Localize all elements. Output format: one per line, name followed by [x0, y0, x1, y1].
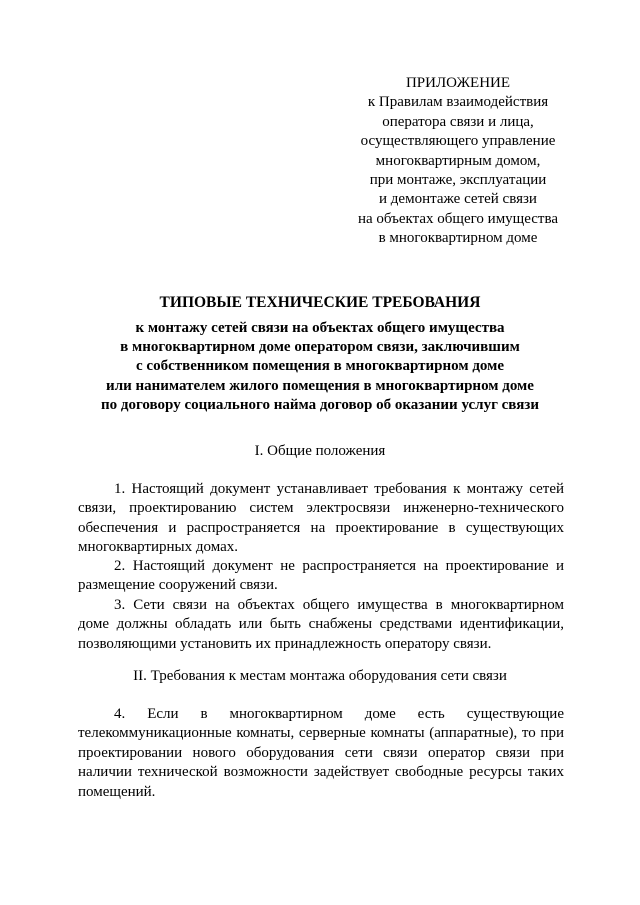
- paragraph-3: 3. Сети связи на объектах общего имущества в многоквартирном доме должны обладать или быть снабжены средствами идентификации, позволяющими установить их принадлежность оператору связи.: [78, 597, 564, 652]
- paragraph-2: 2. Настоящий документ не распространяется на проектирование и размещение сооружений связи.: [78, 558, 564, 594]
- appendix-line: оператора связи и лица,: [382, 113, 534, 130]
- section-heading-installation: II. Требования к местам монтажа оборудования сети связи: [133, 668, 507, 684]
- appendix-line: к Правилам взаимодействия: [367, 94, 549, 111]
- document-title: ТИПОВЫЕ ТЕХНИЧЕСКИЕ ТРЕБОВАНИЯ: [159, 294, 481, 311]
- document-subtitle: [60, 319, 580, 415]
- appendix-block: [340, 74, 576, 249]
- subtitle-line: к монтажу сетей связи на объектах общего имущества: [135, 320, 505, 336]
- appendix-line: на объектах общего имущества: [357, 210, 559, 227]
- subtitle-line: или нанимателем жилого помещения в многоквартирном доме: [106, 377, 534, 394]
- appendix-label: ПРИЛОЖЕНИЕ: [405, 75, 511, 91]
- appendix-line: и демонтаже сетей связи: [379, 191, 537, 208]
- appendix-line: осуществляющего управление: [360, 133, 556, 150]
- subtitle-line: с собственником помещения в многоквартирном доме: [136, 358, 504, 375]
- paragraph-4: 4. Если в многоквартирном доме есть существующие телекоммуникационные комнаты, серверные комнаты (аппаратные), то при проектировании нового оборудования сети связи оператор связи при наличии технической возможности задействует свободные ресурсы таких помещений.: [78, 706, 564, 800]
- subtitle-line: по договору социального найма договор об оказании услуг связи: [101, 396, 539, 413]
- section-heading-general: I. Общие положения: [254, 443, 386, 459]
- subtitle-line: в многоквартирном доме оператором связи, заключившим: [120, 339, 520, 356]
- appendix-line: при монтаже, эксплуатации: [369, 172, 547, 189]
- appendix-line: в многоквартирном доме: [378, 230, 538, 247]
- appendix-line: многоквартирным домом,: [375, 152, 541, 169]
- paragraph-1: 1. Настоящий документ устанавливает требования к монтажу сетей связи, проектированию систем электросвязи инженерно-технического обеспечения и распространяется на проектирование в существующих многоквартирных домах.: [78, 481, 564, 556]
